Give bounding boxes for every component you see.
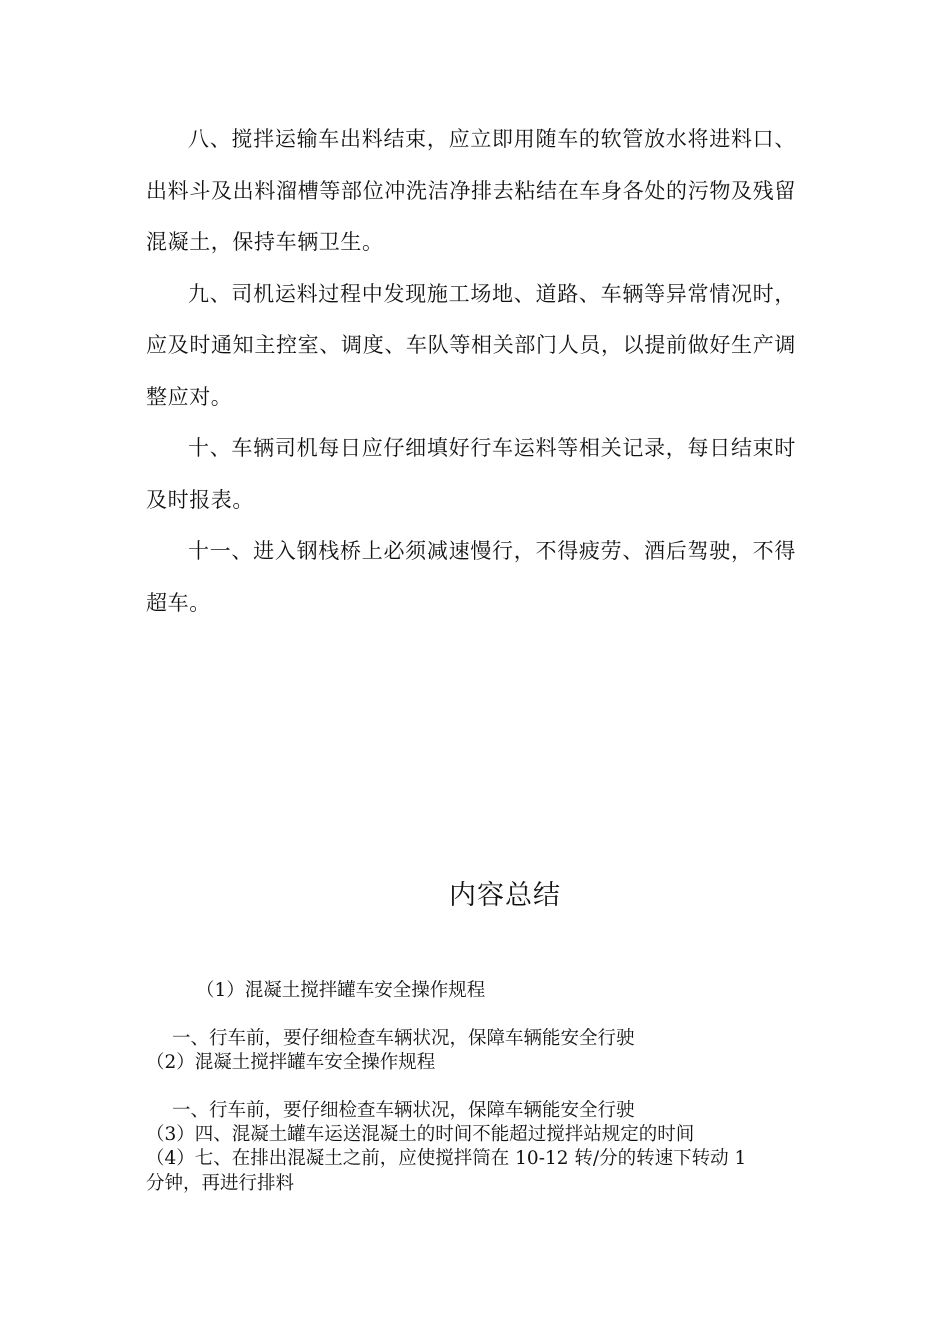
summary-item-1: （1）混凝土搅拌罐车安全操作规程 bbox=[196, 980, 486, 1001]
paragraph-10: 十、车辆司机每日应仔细填好行车运料等相关记录，每日结束时及时报表。 bbox=[146, 436, 796, 512]
summary-item-4 bbox=[146, 1146, 806, 1196]
body-text bbox=[146, 114, 796, 629]
paragraph-9: 九、司机运料过程中发现施工场地、道路、车辆等异常情况时，应及时通知主控室、调度、车队等相关部门人员，以提前做好生产调整应对。 bbox=[146, 281, 796, 409]
paragraph-11: 十一、进入钢栈桥上必须减速慢行，不得疲劳、酒后驾驶，不得超车。 bbox=[146, 539, 796, 615]
summary-item-4-line-2: 分钟，再进行排料 bbox=[146, 1173, 295, 1194]
summary-item-1-detail: 一、行车前，要仔细检查车辆状况，保障车辆能安全行驶 bbox=[172, 1028, 635, 1049]
summary-item-2-detail: 一、行车前，要仔细检查车辆状况，保障车辆能安全行驶 bbox=[172, 1100, 635, 1121]
summary-title: 内容总结 bbox=[449, 880, 561, 911]
paragraph-8: 八、搅拌运输车出料结束，应立即用随车的软管放水将进料口、出料斗及出料溜槽等部位冲洗洁净排去粘结在车身各处的污物及残留混凝土，保持车辆卫生。 bbox=[146, 127, 796, 254]
summary-item-2: （2）混凝土搅拌罐车安全操作规程 bbox=[146, 1052, 436, 1073]
summary-item-3: （3）四、混凝土罐车运送混凝土的时间不能超过搅拌站规定的时间 bbox=[146, 1124, 695, 1145]
summary-item-4-line-1: （4）七、在排出混凝土之前，应使搅拌筒在 10-12 转/分的转速下转动 1 bbox=[146, 1148, 747, 1169]
